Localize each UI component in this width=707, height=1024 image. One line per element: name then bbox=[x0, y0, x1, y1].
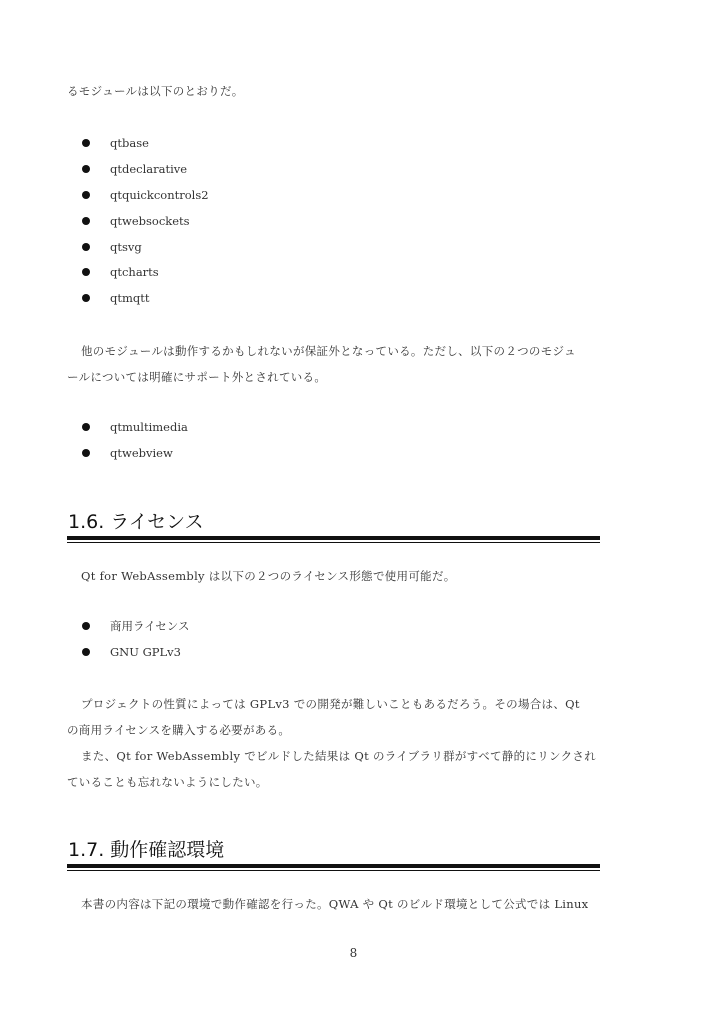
paragraph-line: プロジェクトの性質によっては GPLv3 での開発が難しいこともあるだろう。その場合は、Qt bbox=[81, 697, 580, 711]
page-number: 8 bbox=[349, 946, 358, 960]
heading-rule bbox=[67, 864, 600, 871]
paragraph-line: の商用ライセンスを購入する必要がある。 bbox=[67, 723, 291, 737]
list-item-label: qtdeclarative bbox=[110, 162, 188, 176]
list-item-label: qtbase bbox=[110, 136, 149, 150]
paragraph-line: 他のモジュールは動作するかもしれないが保証外となっている。ただし、以下の２つのモジュ bbox=[81, 344, 576, 358]
list-item-label: 商用ライセンス bbox=[110, 619, 190, 633]
paragraph-line: ていることも忘れないようにしたい。 bbox=[67, 775, 268, 789]
list-item-label: qtquickcontrols2 bbox=[110, 188, 209, 202]
bullet-icon bbox=[82, 191, 90, 199]
bullet-icon bbox=[82, 165, 90, 173]
bullet-icon bbox=[82, 217, 90, 225]
list-item-label: GNU GPLv3 bbox=[110, 645, 181, 659]
paragraph-line: Qt for WebAssembly は以下の２つのライセンス形態で使用可能だ。 bbox=[81, 569, 456, 583]
bullet-icon bbox=[82, 268, 90, 276]
paragraph-line: ールについては明確にサポート外とされている。 bbox=[67, 370, 327, 384]
section-heading-license: 1.6. ライセンス bbox=[68, 511, 204, 533]
intro-line: るモジュールは以下のとおりだ。 bbox=[67, 84, 244, 98]
paragraph-line: また、Qt for WebAssembly でビルドした結果は Qt のライブラリ群がすべて静的にリンクされ bbox=[81, 749, 597, 763]
bullet-icon bbox=[82, 648, 90, 656]
bullet-icon bbox=[82, 449, 90, 457]
paragraph-line: 本書の内容は下記の環境で動作確認を行った。QWA や Qt のビルド環境として公式では Linux bbox=[81, 897, 589, 911]
bullet-icon bbox=[82, 139, 90, 147]
section-heading-environment: 1.7. 動作確認環境 bbox=[68, 839, 225, 861]
bullet-icon bbox=[82, 294, 90, 302]
list-item-label: qtcharts bbox=[110, 265, 159, 279]
bullet-icon bbox=[82, 243, 90, 251]
list-item-label: qtmultimedia bbox=[110, 420, 188, 434]
list-item-label: qtmqtt bbox=[110, 291, 150, 305]
list-item-label: qtwebview bbox=[110, 446, 173, 460]
heading-rule bbox=[67, 536, 600, 543]
bullet-icon bbox=[82, 423, 90, 431]
bullet-icon bbox=[82, 622, 90, 630]
list-item-label: qtsvg bbox=[110, 240, 142, 254]
list-item-label: qtwebsockets bbox=[110, 214, 190, 228]
